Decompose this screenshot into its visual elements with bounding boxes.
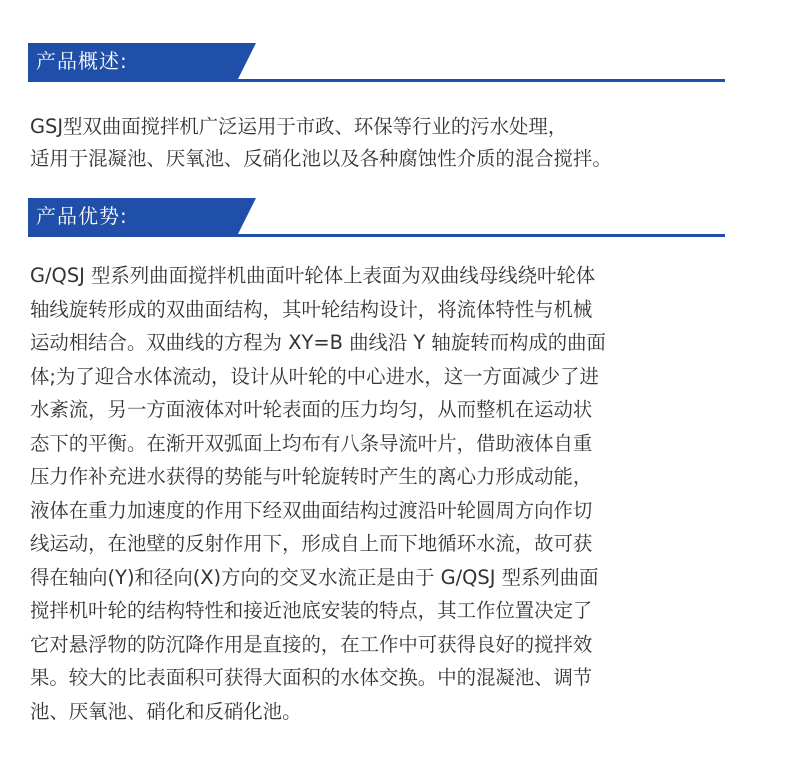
overview-line: 适用于混凝池、厌氧池、反硝化池以及各种腐蚀性介质的混合搅拌。 [30,147,612,170]
advantages-line: 池、厌氧池、硝化和反硝化池。 [30,699,302,723]
advantages-line: 态下的平衡。在渐开双弧面上均布有八条导流叶片，借助液体自重 [30,431,593,455]
advantages-line: 水紊流，另一方面液体对叶轮表面的压力均匀，从而整机在运动状 [30,398,593,421]
advantages-heading: 产品优势: [28,198,238,234]
advantages-line: 果。较大的比表面积可获得大面积的水体交换。中的混凝池、调节 [30,666,593,689]
advantages-line: 液体在重力加速度的作用下经双曲面结构过渡沿叶轮圆周方向作切 [30,498,593,522]
advantages-paragraph [30,259,765,728]
advantages-line: G/QSJ 型系列曲面搅拌机曲面叶轮体上表面为双曲线母线绕叶轮体 [30,264,596,287]
advantages-line: 压力作补充进水获得的势能与叶轮旋转时产生的离心力形成动能， [30,465,593,488]
advantages-section-header [28,198,725,237]
advantages-line: 搅拌机叶轮的结构特性和接近池底安装的特点，其工作位置决定了 [30,599,593,622]
advantages-line: 线运动，在池壁的反射作用下，形成自上而下地循环水流，故可获 [30,532,593,555]
advantages-line: 得在轴向(Y)和径向(X)方向的交叉水流正是由于 G/QSJ 型系列曲面 [30,565,599,589]
overview-paragraph [30,111,765,175]
overview-section-header [28,43,725,82]
advantages-line: 运动相结合。双曲线的方程为 XY=B 曲线沿 Y 轴旋转而构成的曲面 [30,331,606,354]
overview-line: GSJ型双曲面搅拌机广泛运用于市政、环保等行业的污水处理， [30,115,568,138]
advantages-line: 体;为了迎合水体流动，设计从叶轮的中心进水，这一方面减少了进 [30,364,599,388]
advantages-line: 它对悬浮物的防沉降作用是直接的，在工作中可获得良好的搅拌效 [30,632,593,656]
overview-heading: 产品概述: [28,43,238,79]
advantages-line: 轴线旋转形成的双曲面结构，其叶轮结构设计，将流体特性与机械 [30,297,593,321]
